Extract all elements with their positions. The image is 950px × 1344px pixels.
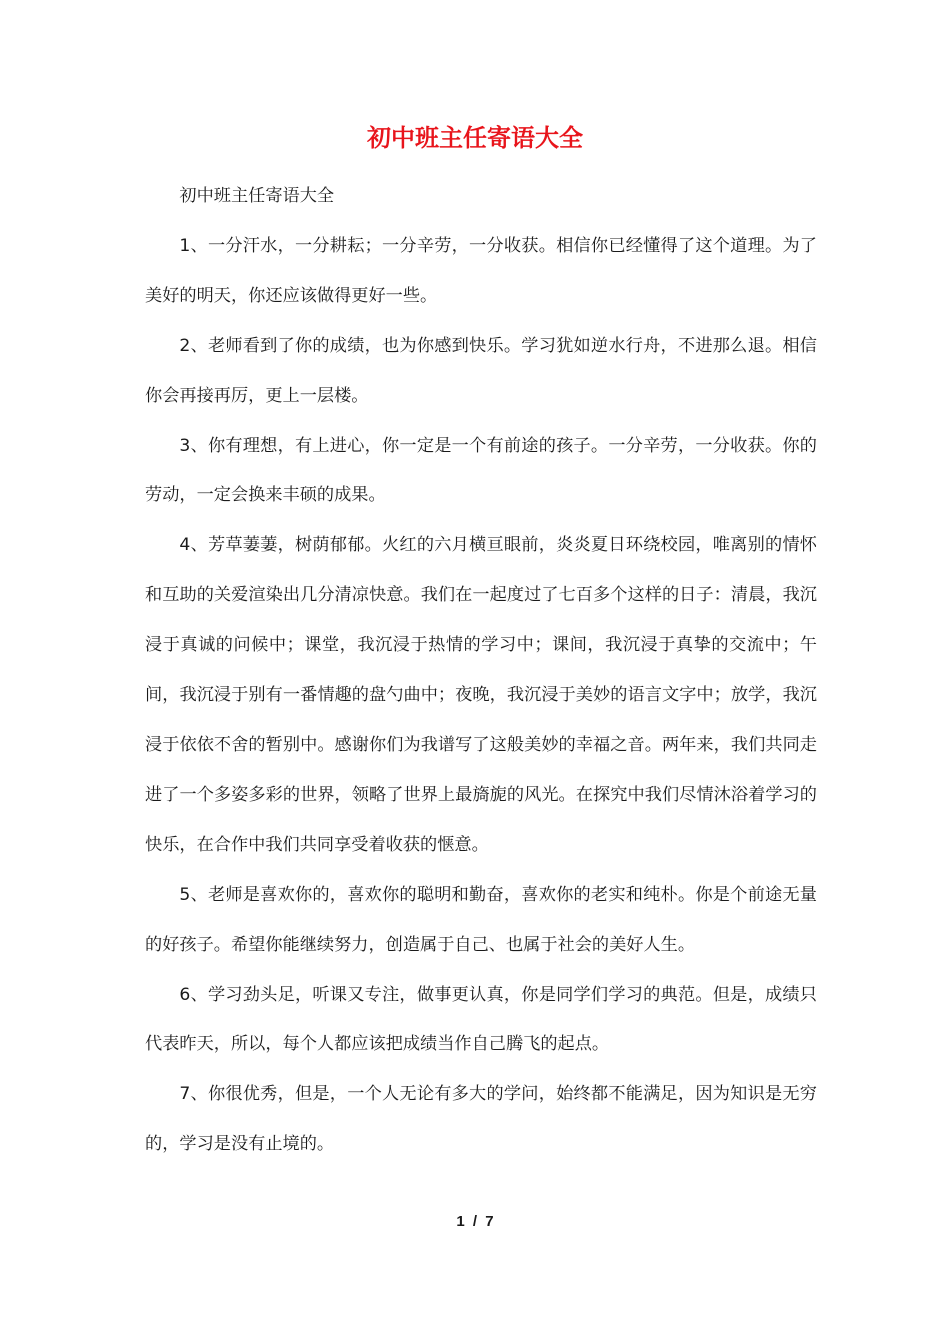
paragraph-2: 2、老师看到了你的成绩，也为你感到快乐。学习犹如逆水行舟，不进那么退。相信你会再接再厉，更上一层楼。 bbox=[145, 335, 817, 406]
paragraph-3: 3、你有理想，有上进心，你一定是一个有前途的孩子。一分辛劳，一分收获。你的劳动，一定会换来丰硕的成果。 bbox=[145, 435, 817, 506]
paragraph-1: 1、一分汗水，一分耕耘；一分辛劳，一分收获。相信你已经懂得了这个道理。为了美好的明天，你还应该做得更好一些。 bbox=[145, 235, 817, 306]
document-body bbox=[145, 172, 817, 1170]
paragraph-subtitle: 初中班主任寄语大全 bbox=[179, 186, 335, 206]
current-page: 1 bbox=[456, 1213, 465, 1230]
paragraph-7: 7、你很优秀，但是，一个人无论有多大的学问，始终都不能满足，因为知识是无穷的，学习是没有止境的。 bbox=[145, 1084, 817, 1155]
page-separator: / bbox=[472, 1213, 478, 1230]
total-pages: 7 bbox=[485, 1213, 494, 1230]
paragraph-6: 6、学习劲头足，听课又专注，做事更认真，你是同学们学习的典范。但是，成绩只代表昨天，所以，每个人都应该把成绩当作自己腾飞的起点。 bbox=[145, 984, 817, 1055]
document-title: 初中班主任寄语大全 bbox=[367, 123, 583, 152]
page-number bbox=[0, 1211, 950, 1233]
paragraph-4: 4、芳草萋萋，树荫郁郁。火红的六月横亘眼前，炎炎夏日环绕校园，唯离别的情怀和互助的关爱渲染出几分清凉快意。我们在一起度过了七百多个这样的日子：清晨，我沉浸于真诚的问候中；课堂，我沉浸于热情的学习中；课间，我沉浸于真挚的交流中；午间，我沉浸于别有一番情趣的盘勺曲中；夜晚，我沉浸于美妙的语言文字中；放学，我沉浸于依依不舍的暂别中。感谢你们为我谱写了这般美妙的幸福之音。两年来，我们共同走进了一个多姿多彩的世界，领略了世界上最旖旎的风光。在探究中我们尽情沐浴着学习的快乐，在合作中我们共同享受着收获的惬意。 bbox=[145, 535, 817, 855]
paragraph-5: 5、老师是喜欢你的，喜欢你的聪明和勤奋，喜欢你的老实和纯朴。你是个前途无量的好孩子。希望你能继续努力，创造属于自己、也属于社会的美好人生。 bbox=[145, 884, 817, 955]
